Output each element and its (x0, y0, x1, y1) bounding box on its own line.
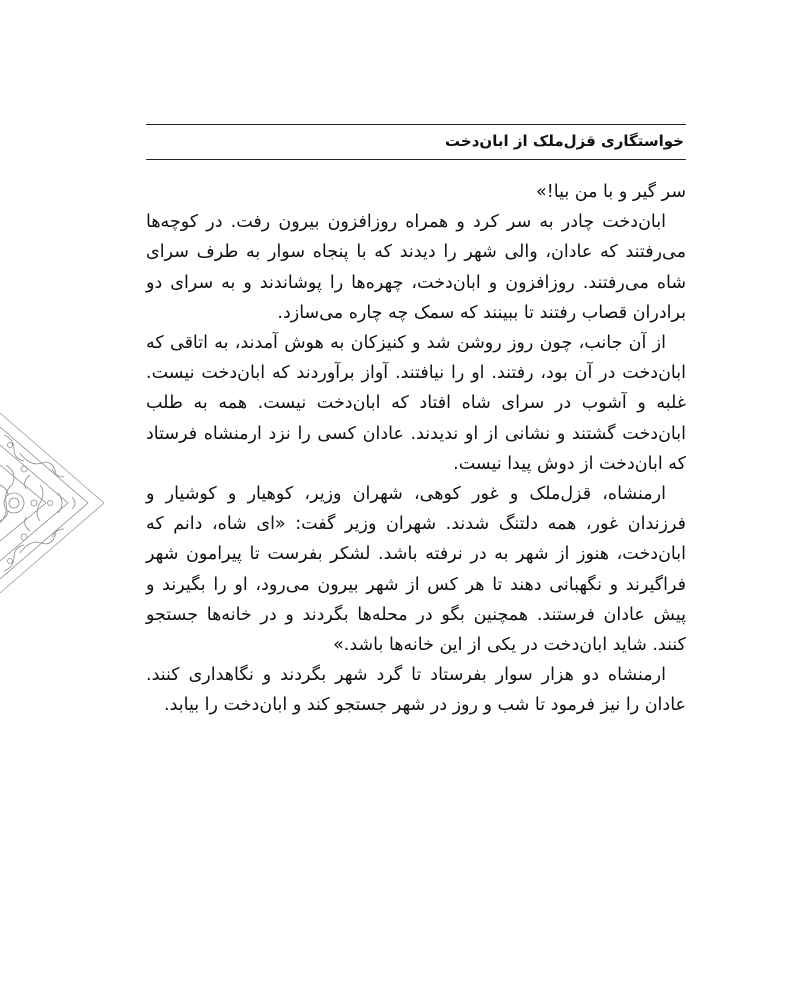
paragraph: ابان‌دخت چادر به سر کرد و همراه روزافزون بیرون رفت. در کوچه‌ها می‌رفتند که عادان، والی شهر را دیدند که با پنجاه سوار به طرف سرای شاه می‌رفتند. روزافزون و ابان‌دخت، چهره‌ها را پوشاندند و به سرای دو برادران قصاب رفتند تا ببینند که سمک چه چاره می‌سازد. (146, 212, 686, 323)
header-bottom-rule (146, 159, 686, 160)
body-text (146, 177, 686, 721)
running-head: خواستگاری قزل‌ملک از ابان‌دخت (445, 132, 684, 150)
paragraph: ارمنشاه، قزل‌ملک و غور کوهی، شهران وزیر، کوهیار و کوشیار و فرزندان غور، همه دلتنگ شدند. شهران وزیر گفت: «ای شاه، دانم که ابان‌دخت، هنوز از شهر به در نرفته باشد. لشکر بفرست تا پیرامون شهر فراگیرند و نگهبانی دهند تا هر کس از شهر بیرون می‌رود، او را بگیرند و پیش عادان فرستند. همچنین بگو در محله‌ها بگردند و در خانه‌ها جستجو کنند. شاید ابان‌دخت در یکی از این خانه‌ها باشد.» (146, 484, 686, 656)
page-header (146, 124, 686, 162)
paragraph: سر گیر و با من بیا!» (536, 182, 686, 202)
arabesque-ornament-icon (0, 405, 108, 601)
paragraph: از آن جانب، چون روز روشن شد و کنیزکان به هوش آمدند، به اتاقی که ابان‌دخت در آن بود، رفتند. او را نیافتند. آواز برآوردند که ابان‌دخت نیست. غلبه و آشوب در سرای شاه افتاد که ابان‌دخت نیست. همه به طلب ابان‌دخت گشتند و نشانی از او ندیدند. عادان کسی را نزد ارمنشاه فرستاد که ابان‌دخت از دوش پیدا نیست. (146, 333, 686, 474)
header-top-rule (146, 124, 686, 125)
paragraph: ارمنشاه دو هزار سوار بفرستاد تا گرد شهر بگردند و نگاهداری کنند. عادان را نیز فرمود تا شب و روز در شهر جستجو کند و ابان‌دخت را بیابد. (146, 665, 686, 716)
